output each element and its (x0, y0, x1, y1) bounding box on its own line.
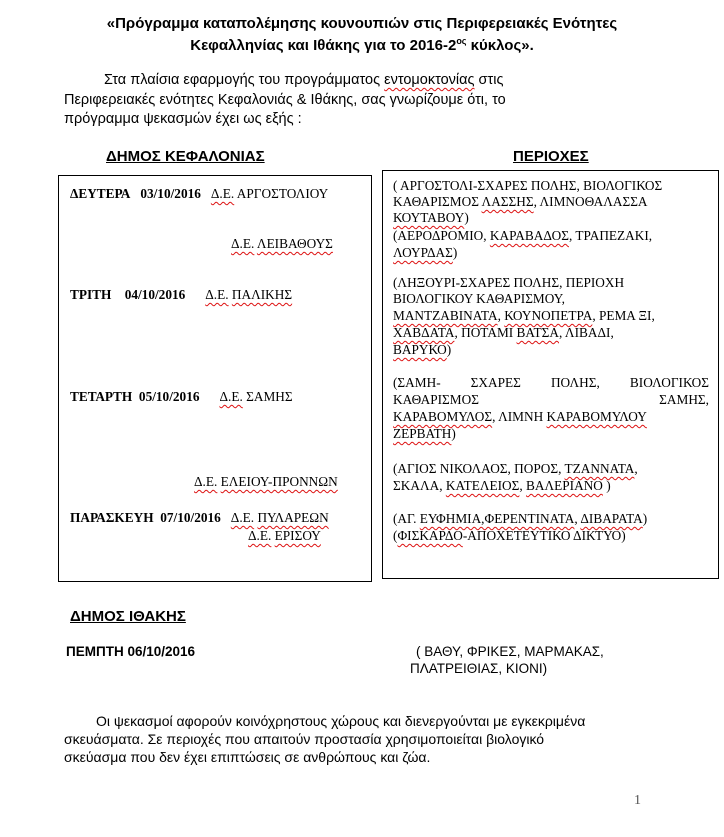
text: ) (464, 210, 469, 225)
place: ΛΟΥΡΔΑΣ (393, 245, 453, 260)
text: -ΑΠΟΧΕΤΕΥΤΙΚΟ ΔΙΚΤΥΟ) (462, 528, 626, 543)
intro-line-1 (104, 72, 503, 88)
text: ΣΑΜΗΣ, (659, 392, 709, 407)
title-text: Κεφαλληνίας και Ιθάκης για το 2016-2 (190, 37, 457, 54)
schedule-monday (70, 186, 328, 202)
areas-lixouri-line-4 (393, 325, 614, 341)
footer-line-3: σκεύασμα που δεν έχει επιπτώσεις σε ανθρώπους και ζώα. (64, 749, 431, 765)
place: ΒΑΡΥΚΟ (393, 342, 447, 357)
unit-name: ΑΡΓΟΣΤΟΛΙΟΥ (236, 186, 329, 201)
place: ΚΑΡΑΒΟΜΥΛΟΣ (393, 409, 493, 424)
text: , (519, 478, 527, 493)
areas-argostoli-line-2 (393, 194, 648, 210)
title-text-end: κύκλος». (466, 37, 534, 54)
text: ) (642, 511, 648, 526)
de-abbr: Δ.Ε. (219, 389, 243, 404)
intro-text-end: στις (474, 72, 504, 88)
de-abbr: Δ.Ε. (230, 510, 255, 525)
place: ΦΙΣΚΑΡΔΟ (397, 528, 463, 543)
day-label: ΤΡΙΤΗ (70, 287, 112, 302)
day-label: ΤΕΤΑΡΤΗ (70, 389, 133, 404)
text: (ΑΓΙΟΣ ΝΙΚΟΛΑΟΣ, ΠΟΡΟΣ, (393, 461, 565, 476)
intro-underlined-word: εντομοκτονίας (384, 72, 475, 88)
ithaki-day: ΠΕΜΠΤΗ 06/10/2016 (66, 644, 196, 659)
text: , ΠΟΤΑΜΙ (454, 325, 517, 340)
intro-text: Στα πλαίσια εφαρμογής του προγράμματος (104, 72, 385, 88)
place: ΚΑΤΕΛΕΙΟΣ (445, 478, 520, 493)
text: ) (446, 342, 452, 357)
place: ΚΟΥΤΑΒΟΥ (393, 210, 465, 225)
unit-name: ΣΑΜΗΣ (246, 389, 293, 404)
municipality-kefalonia-heading: ΔΗΜΟΣ ΚΕΦΑΛΟΝΙΑΣ (106, 148, 265, 165)
day-label: ΠΑΡΑΣΚΕΥΗ (70, 510, 154, 525)
place: ΜΑΝΤΖΑΒΙΝΑΤΑ (393, 308, 498, 323)
unit-name: ΠΥΛΑΡΕΩΝ (257, 510, 329, 525)
de-abbr: Δ.Ε. (248, 528, 272, 543)
de-abbr: Δ.Ε. (231, 236, 255, 251)
place: ΧΑΒΔΑΤΑ (393, 325, 455, 340)
areas-sami-line-4 (393, 426, 456, 442)
text: , (634, 461, 638, 476)
areas-lixouri-line-1: (ΛΗΞΟΥΡΙ-ΣΧΑΡΕΣ ΠΟΛΗΣ, ΠΕΡΙΟΧΗ (393, 275, 625, 290)
schedule-friday-unit-2 (248, 528, 321, 544)
text: , (497, 308, 505, 323)
page-number: 1 (634, 793, 641, 808)
text: ΚΑΘΑΡΙΣΜΟΣ (393, 194, 482, 209)
text: , ΡΕΜΑ ΞΙ, (592, 308, 655, 323)
areas-heading: ΠΕΡΙΟΧΕΣ (513, 148, 589, 165)
intro-line-2: Περιφερειακές ενότητες Κεφαλονιάς & Ιθάκης, σας γνωρίζουμε ότι, το (64, 92, 506, 108)
areas-lixouri-line-3 (393, 308, 655, 324)
place: ΖΕΡΒΑΤΗ (393, 426, 452, 441)
text: ΣΚΑΛΑ, (393, 478, 446, 493)
text: ) (452, 245, 458, 260)
areas-sami-line-1: (ΣΑΜΗ- ΣΧΑΡΕΣ ΠΟΛΗΣ, ΒΙΟΛΟΓΙΚΟΣ (393, 375, 709, 390)
text: , (574, 511, 581, 526)
place: ΛΑΣΣΗΣ (481, 194, 534, 209)
areas-leivathos-line-1 (393, 228, 652, 244)
date-label: 05/10/2016 (138, 389, 200, 404)
footer-line-2: σκευάσματα. Σε περιοχές που απαιτούν προστασία χρησιμοποιείται βιολογικό (64, 731, 545, 747)
date-label: 04/10/2016 (124, 287, 186, 302)
areas-pylaros-line-1 (393, 511, 647, 527)
de-abbr: Δ.Ε. (205, 287, 229, 302)
areas-erisos-line (393, 528, 626, 544)
areas-eleios-line-2 (393, 478, 611, 494)
text: , ΤΡΑΠΕΖΑΚΙ, (569, 228, 653, 243)
footer-line-1: Οι ψεκασμοί αφορούν κοινόχρηστους χώρους και διενεργούνται με εγκεκριμένα (96, 713, 586, 729)
text: ( (393, 528, 398, 543)
unit-name: ΕΛΕΙΟΥ-ΠΡΟΝΝΩΝ (220, 474, 338, 489)
text: ) (451, 426, 456, 441)
place: ΚΑΡΑΒΑΔΟΣ (489, 228, 569, 243)
areas-argostoli-line-1: ( ΑΡΓΟΣΤΟΛΙ-ΣΧΑΡΕΣ ΠΟΛΗΣ, ΒΙΟΛΟΓΙΚΟΣ (393, 178, 663, 193)
text: , ΛΙΜΝΗ (492, 409, 547, 424)
place: ΒΑΛΕΡΙΑΝΟ (526, 478, 603, 493)
areas-sami-line-3 (393, 409, 647, 425)
place: ΕΥΦΗΜΙΑ,ΦΕΡΕΝΤΙΝΑΤΑ (419, 511, 575, 526)
place: ΤΖΑΝΝΑΤΑ (564, 461, 635, 476)
areas-argostoli-line-3 (393, 210, 469, 226)
unit-name: ΠΑΛΙΚΗΣ (231, 287, 293, 302)
ithaki-areas-line-2: ΠΛΑΤΡΕΙΘΙΑΣ, ΚΙΟΝΙ) (410, 661, 548, 676)
intro-line-3: πρόγραμμα ψεκασμών έχει ως εξής : (64, 111, 302, 127)
title-superscript: ος (456, 36, 467, 46)
unit-name: ΛΕΙΒΑΘΟΥΣ (256, 236, 333, 251)
document-title-line-2 (0, 36, 724, 54)
ithaki-areas-line-1: ( ΒΑΘΥ, ΦΡΙΚΕΣ, ΜΑΡΜΑΚΑΣ, (416, 644, 604, 659)
day-label: ΔΕΥΤΕΡΑ (70, 186, 131, 201)
areas-sami-line-2 (393, 392, 709, 408)
place: ΔΙΒΑΡΑΤΑ (580, 511, 643, 526)
areas-lixouri-line-2: ΒΙΟΛΟΓΙΚΟΥ ΚΑΘΑΡΙΣΜΟΥ, (393, 291, 565, 306)
place: ΚΟΥΝΟΠΕΤΡΑ (504, 308, 593, 323)
schedule-wednesday-unit-2 (194, 474, 338, 490)
date-label: 07/10/2016 (160, 510, 221, 525)
place: ΚΑΡΑΒΟΜΥΛΟΥ (546, 409, 647, 424)
document-title-line-1: «Πρόγραμμα καταπολέμησης κουνουπιών στις Περιφερειακές Ενότητες (106, 15, 618, 32)
de-abbr: Δ.Ε. (210, 186, 235, 201)
text: , ΛΙΜΝΟΘΑΛΑΣΣΑ (533, 194, 648, 209)
schedule-monday-unit-2 (231, 236, 333, 252)
municipality-ithaki-heading: ΔΗΜΟΣ ΙΘΑΚΗΣ (70, 608, 186, 625)
schedule-tuesday (70, 287, 292, 303)
place: ΒΑΤΣΑ (516, 325, 560, 340)
date-label: 03/10/2016 (140, 186, 201, 201)
areas-leivathos-line-2 (393, 245, 457, 261)
unit-name: ΕΡΙΣΟΥ (274, 528, 321, 543)
text: ΚΑΘΑΡΙΣΜΟΣ (393, 392, 479, 407)
text: ) (602, 478, 611, 493)
text: , ΛΙΒΑΔΙ, (559, 325, 614, 340)
text: (ΑΓ. (393, 511, 420, 526)
schedule-wednesday (70, 389, 293, 405)
de-abbr: Δ.Ε. (194, 474, 218, 489)
text: (ΑΕΡΟΔΡΟΜΙΟ, (393, 228, 490, 243)
areas-eleios-line-1 (393, 461, 638, 477)
areas-lixouri-line-5 (393, 342, 451, 358)
schedule-friday (70, 510, 329, 526)
